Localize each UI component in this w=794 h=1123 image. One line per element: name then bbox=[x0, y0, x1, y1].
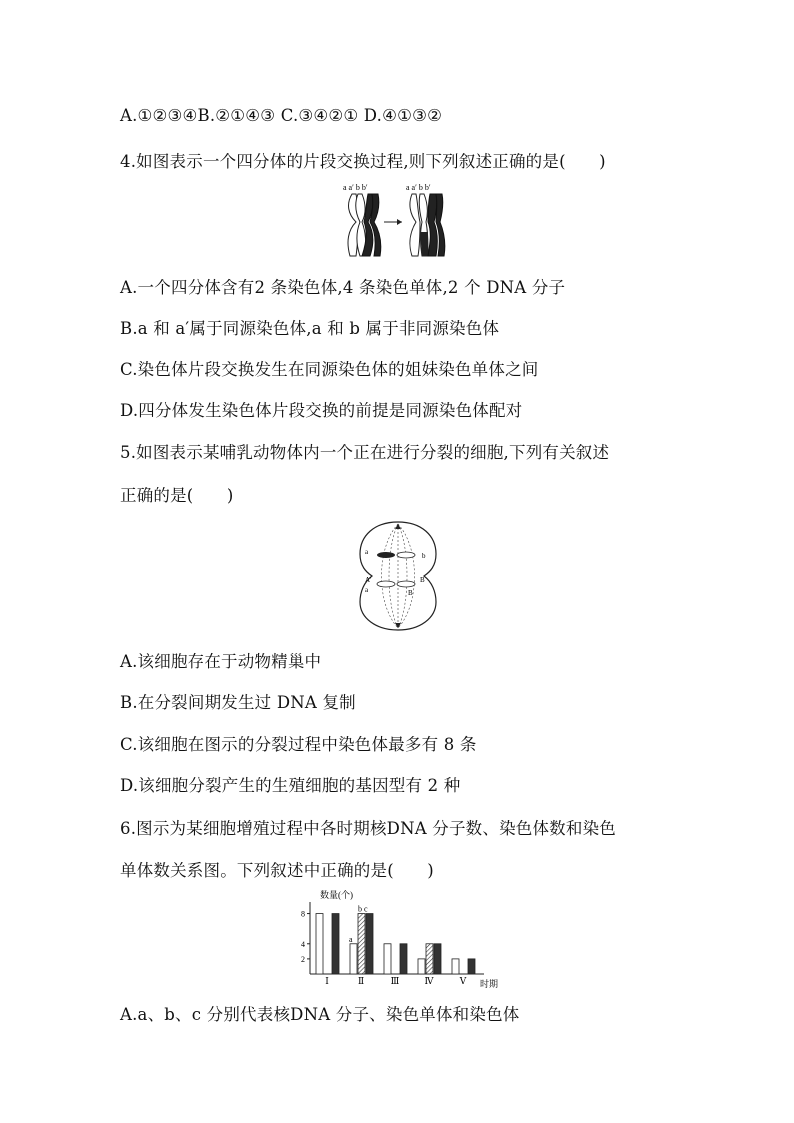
gene-label: B bbox=[408, 589, 413, 597]
gene-label: a bbox=[365, 586, 369, 594]
arrow-icon bbox=[384, 219, 402, 225]
chromosome-pair-after bbox=[410, 194, 445, 256]
bar-a-4 bbox=[418, 959, 425, 974]
gene-label: B bbox=[420, 576, 425, 584]
chromosome-pair-before bbox=[348, 194, 381, 256]
bar-c-2 bbox=[366, 914, 373, 974]
q5-option-d: D.该细胞分裂产生的生殖细胞的基因型有 2 种 bbox=[120, 776, 461, 795]
q5-stem-line-2: 正确的是( ) bbox=[120, 486, 234, 505]
x-tick-label: Ⅴ bbox=[459, 976, 467, 986]
dividing-cell-figure bbox=[356, 518, 440, 634]
gene-label: a bbox=[365, 548, 369, 556]
q4-stem: 4.如图表示一个四分体的片段交换过程,则下列叙述正确的是( ) bbox=[120, 152, 606, 171]
q6-stem-line-1: 6.图示为某细胞增殖过程中各时期核DNA 分子数、染色体数和染色 bbox=[120, 819, 616, 838]
x-tick-label: Ⅱ bbox=[357, 976, 365, 986]
y-tick-label: 8 bbox=[301, 909, 305, 919]
tetrad-crossover-figure bbox=[340, 180, 460, 260]
q5-option-b: B.在分裂间期发生过 DNA 复制 bbox=[120, 693, 356, 712]
q4-option-b: B.a 和 a′属于同源染色体,a 和 b 属于非同源染色体 bbox=[120, 319, 500, 338]
q5-stem-line-1: 5.如图表示某哺乳动物体内一个正在进行分裂的细胞,下列有关叙述 bbox=[120, 443, 610, 462]
q5-option-c: C.该细胞在图示的分裂过程中染色体最多有 8 条 bbox=[120, 735, 477, 754]
q6-option-a: A.a、b、c 分别代表核DNA 分子、染色单体和染色体 bbox=[120, 1005, 520, 1024]
bar-a-1 bbox=[316, 914, 323, 974]
series-label-a: a bbox=[349, 934, 353, 944]
x-tick-label: Ⅲ bbox=[390, 976, 400, 986]
x-tick-label: Ⅰ bbox=[325, 976, 329, 986]
x-axis-label: 时期 bbox=[480, 979, 499, 989]
fig1-labels-right: a a′ b b′ bbox=[406, 183, 431, 192]
q5-option-a: A.该细胞存在于动物精巢中 bbox=[120, 652, 322, 671]
bar-b-2 bbox=[358, 914, 365, 974]
bar-c-3 bbox=[400, 944, 407, 974]
bar-c-5 bbox=[468, 959, 475, 974]
gene-label: A′ bbox=[365, 576, 372, 584]
bar-a-3 bbox=[384, 944, 391, 974]
x-tick-label: Ⅳ bbox=[424, 976, 434, 986]
gene-label: b bbox=[422, 552, 426, 560]
y-tick-label: 2 bbox=[301, 954, 305, 964]
bar-b-4 bbox=[426, 944, 433, 974]
series-label-bc: b c bbox=[358, 904, 368, 914]
q3-options: A.①②③④B.②①④③ C.③④②① D.④①③② bbox=[120, 106, 443, 125]
bar-c-4 bbox=[434, 944, 441, 974]
y-axis-label: 数量(个) bbox=[320, 890, 353, 900]
bar-a-5 bbox=[452, 959, 459, 974]
q4-option-d: D.四分体发生染色体片段交换的前提是同源染色体配对 bbox=[120, 401, 523, 420]
y-tick-label: 4 bbox=[301, 939, 305, 949]
bar-a-2 bbox=[350, 944, 357, 974]
q4-option-c: C.染色体片段交换发生在同源染色体的姐妹染色单体之间 bbox=[120, 360, 539, 379]
fig1-labels-left: a a′ b b′ bbox=[343, 183, 368, 192]
q6-stem-line-2: 单体数关系图。下列叙述中正确的是( ) bbox=[120, 861, 434, 880]
q4-option-a: A.一个四分体含有2 条染色体,4 条染色单体,2 个 DNA 分子 bbox=[120, 278, 566, 297]
bar-c-1 bbox=[332, 914, 339, 974]
quantity-bar-chart bbox=[284, 886, 504, 992]
